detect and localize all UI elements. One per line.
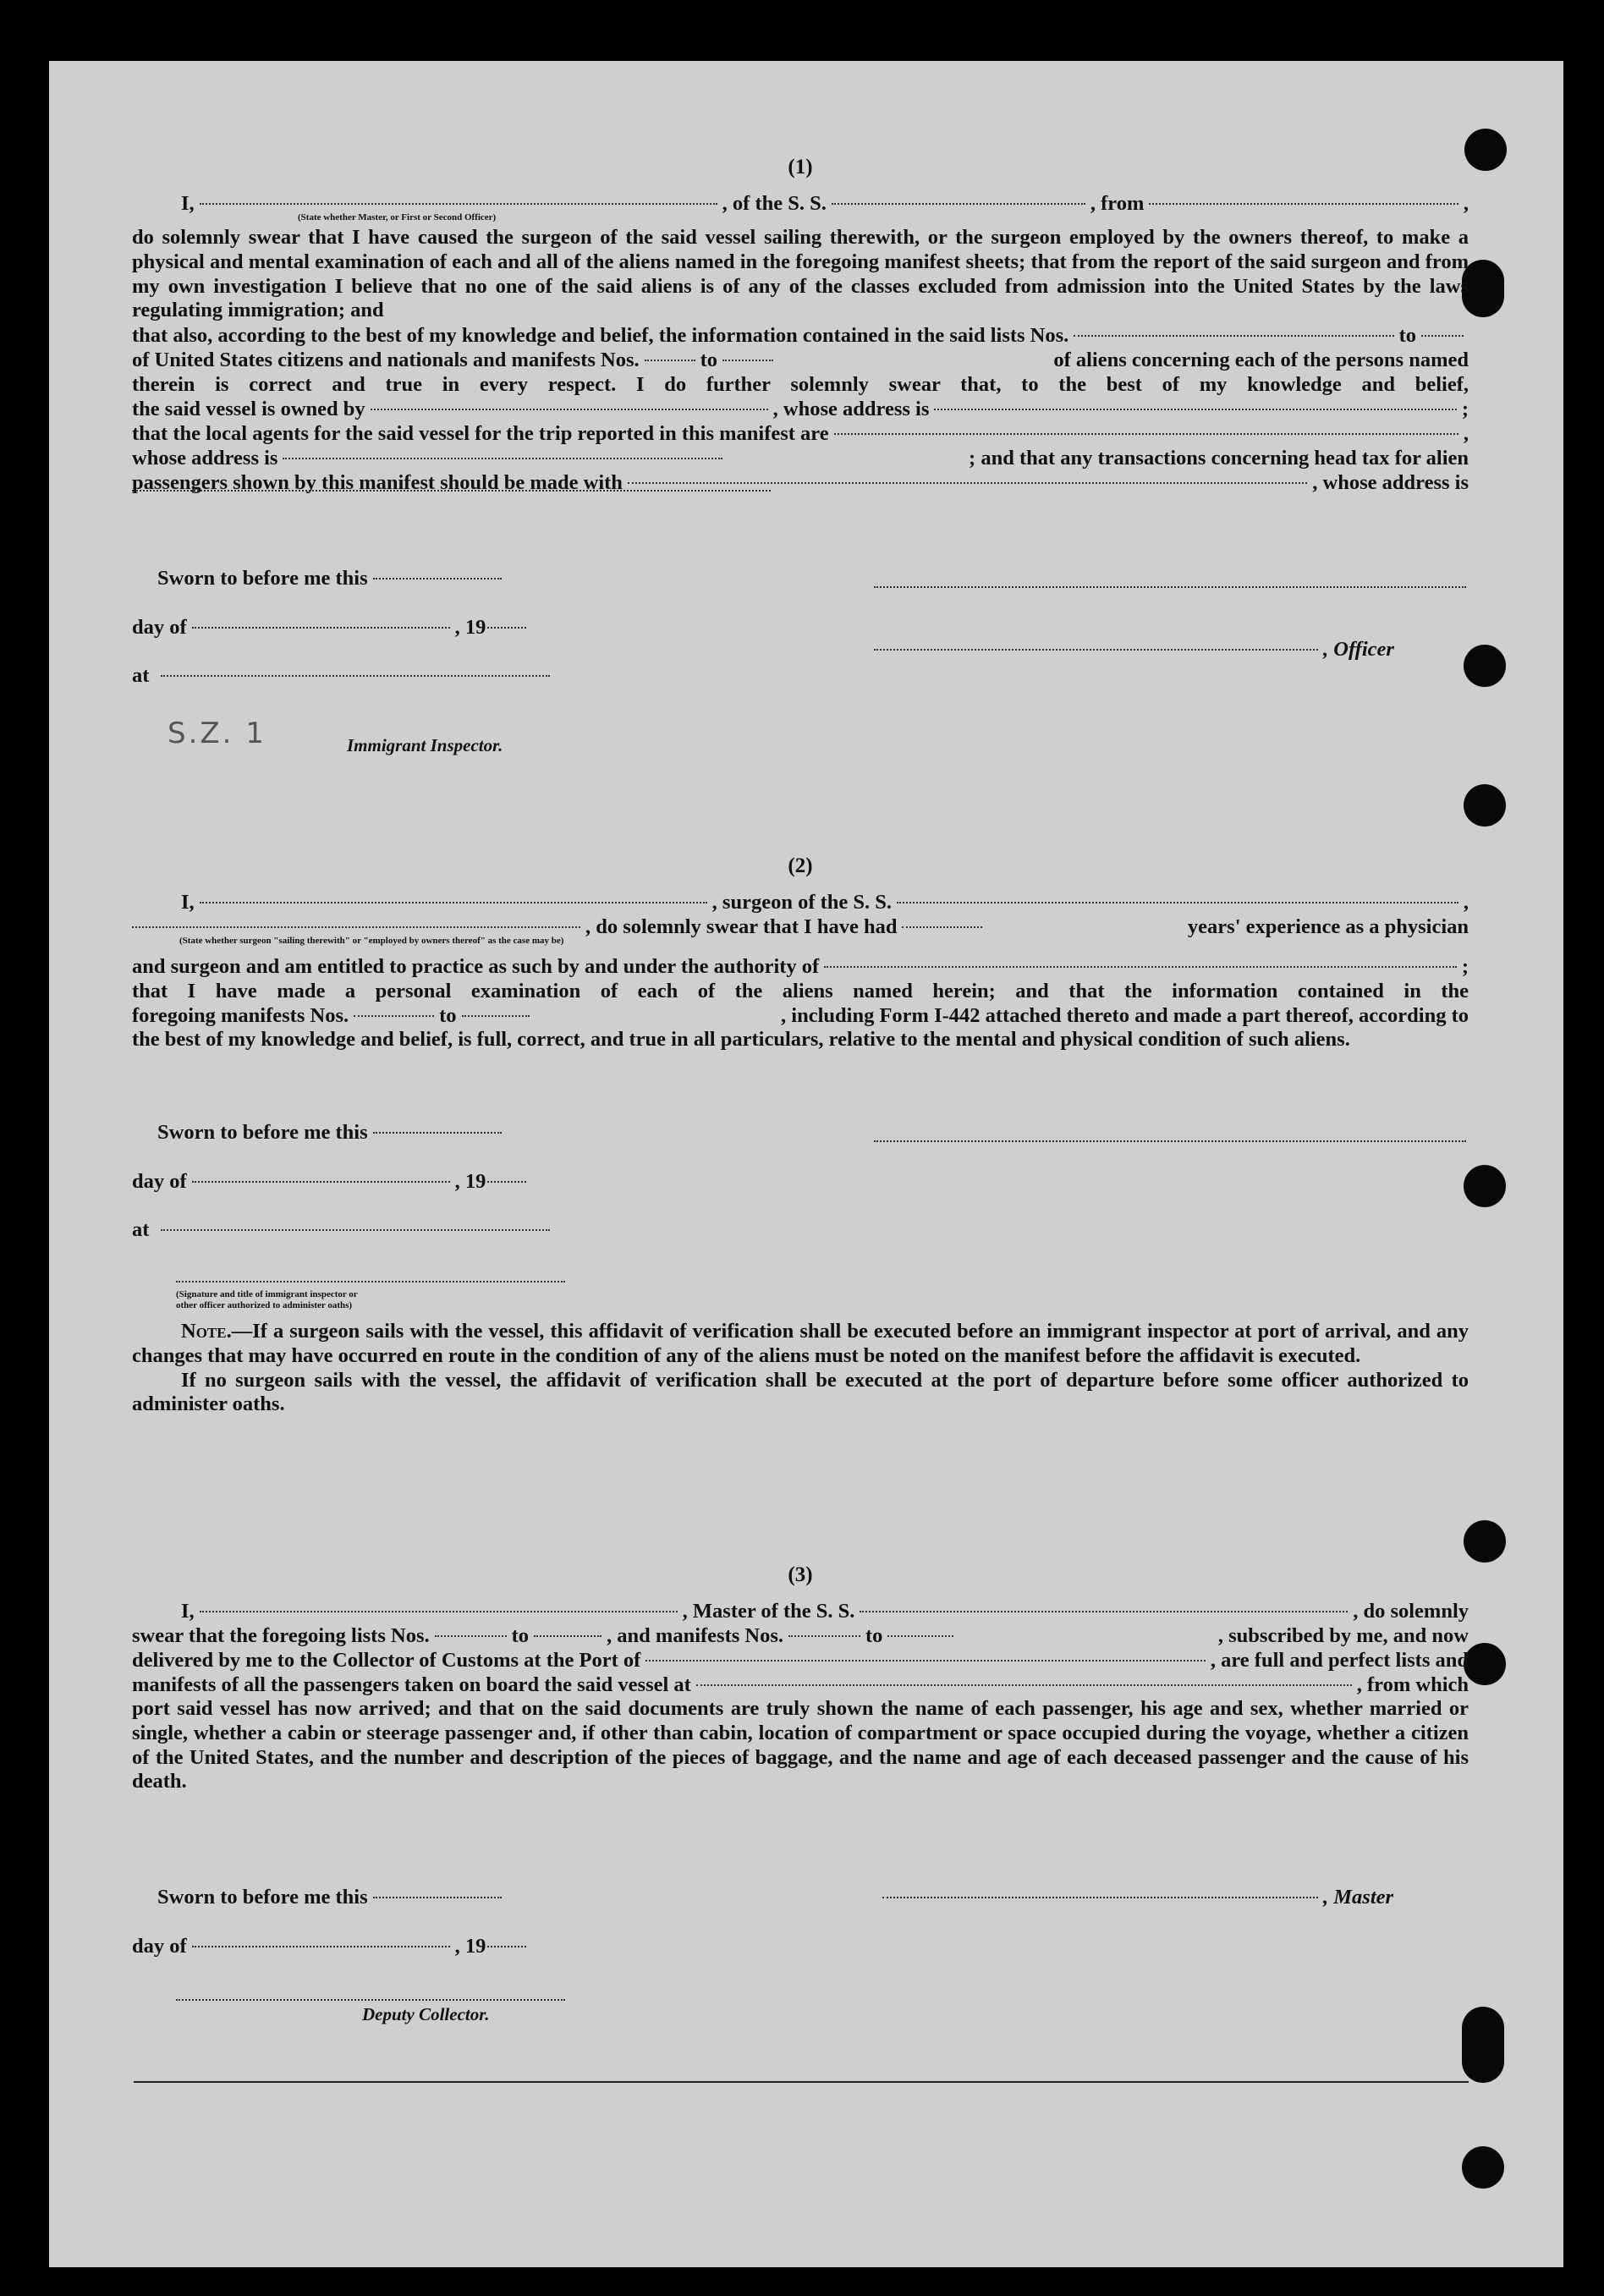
- deputy-collector-label: Deputy Collector.: [362, 2004, 490, 2024]
- head-tax-address-field[interactable]: [132, 490, 771, 492]
- owner-address-field[interactable]: [934, 409, 1456, 410]
- embarkation-port-field[interactable]: [696, 1684, 1352, 1686]
- note-paragraph-2: If no surgeon sails with the vessel, the affidavit of verification shall be executed at the port of departure before some officer authorized to administer oaths.: [132, 1368, 1469, 1416]
- sworn-line-1: Sworn to before me this: [157, 567, 507, 590]
- manifests-from-field[interactable]: [645, 360, 695, 361]
- manifests-to-field[interactable]: [462, 1015, 530, 1017]
- sworn-line-2: Sworn to before me this: [157, 1121, 507, 1145]
- year-field[interactable]: [487, 1946, 526, 1947]
- surgeon-note: (State whether surgeon "sailing therewith" or "employed by owners thereof" as the case may be): [179, 936, 564, 946]
- day-of-line-2: day of , 19: [132, 1170, 531, 1194]
- section-number: (1): [788, 156, 813, 179]
- agents-address-field[interactable]: [283, 458, 722, 459]
- inspector-signature-field[interactable]: [176, 1281, 565, 1283]
- examination-line: that I have made a personal examination of each of the aliens named herein; and that the information contained in the: [132, 980, 1469, 1002]
- manifests-line: of United States citizens and nationals and manifests Nos. to of aliens concerning each of the persons named: [132, 349, 1469, 372]
- authority-field[interactable]: [824, 966, 1457, 968]
- surgeon-line: I, , surgeon of the S. S. ,: [181, 891, 1469, 914]
- lists-line: swear that the foregoing lists Nos. to , and manifests Nos. to , subscribed by me, and now: [132, 1624, 1469, 1647]
- years-field[interactable]: [902, 926, 982, 928]
- binder-hole: [1462, 2007, 1504, 2083]
- surgeon-name-field[interactable]: [200, 902, 707, 904]
- inspector-label: Immigrant Inspector.: [347, 735, 503, 755]
- authority-line: and surgeon and am entitled to practice as such by and under the authority of ;: [132, 955, 1469, 978]
- sworn-date-field[interactable]: [373, 578, 502, 579]
- sworn-line-3: Sworn to before me this: [157, 1886, 507, 1909]
- manifests-to-field[interactable]: [887, 1635, 953, 1637]
- sworn-date-field[interactable]: [373, 1132, 502, 1134]
- vessel-name-field[interactable]: [897, 902, 1458, 904]
- deputy-signature-field[interactable]: [176, 1999, 565, 2001]
- manifests-from-field[interactable]: [788, 1635, 860, 1637]
- section-number: (3): [788, 1563, 813, 1586]
- place-field[interactable]: [161, 675, 550, 677]
- master-oath-paragraph: port said vessel has now arrived; and that on the said documents are truly shown the name of each passenger, his age and sex, whether married or single, whether a cabin or steerage passenger and, if other than cabin, location of compartment or space occupied during the voyage, whether a citizen of the United States, and the number and description of the pieces of baggage, and the name and age of each deceased passenger and the cause of his death.: [132, 1697, 1469, 1793]
- affidavit-section-2: [132, 854, 1469, 1052]
- owner-line: the said vessel is owned by , whose address is ;: [132, 398, 1469, 421]
- officer-signature-field[interactable]: [874, 586, 1466, 588]
- port-field[interactable]: [645, 1660, 1206, 1662]
- officer-note: (State whether Master, or First or Second Officer): [298, 212, 497, 222]
- master-signature-field[interactable]: [882, 1897, 1318, 1898]
- owner-field[interactable]: [371, 409, 768, 410]
- binder-hole: [1464, 1520, 1506, 1563]
- note-paragraph: Note.—If a surgeon sails with the vessel, this affidavit of verification shall be executed before an immigrant inspector at port of arrival, and any changes that may have occurred en route in the condition of any of the aliens must be noted on the manifest before the affidavit is executed.: [132, 1320, 1469, 1367]
- year-field[interactable]: [487, 1181, 526, 1183]
- manifests-to-field[interactable]: [722, 360, 773, 361]
- binder-hole: [1464, 129, 1507, 171]
- officer-name-field[interactable]: [200, 203, 717, 205]
- affidavit-section-3: [132, 1563, 1469, 1794]
- oath-paragraph: do solemnly swear that I have caused the surgeon of the said vessel sailing therewith, or the surgeon employed by the owners thereof, to make a physical and mental examination of each and all of the aliens named in the foregoing manifest sheets; that from the report of the said surgeon and from my own investigation I believe that no one of the said aliens is of any of the classes excluded from admission into the United States by the laws regulating immigration; and: [132, 226, 1469, 322]
- bottom-rule: [134, 2081, 1469, 2083]
- master-name-field[interactable]: [200, 1611, 678, 1612]
- month-field[interactable]: [192, 1946, 450, 1947]
- lists-to-field[interactable]: [534, 1635, 602, 1637]
- address-line: whose address is ; and that any transactions concerning head tax for alien: [132, 447, 1469, 470]
- note-block: [132, 1320, 1469, 1417]
- officer-title-field[interactable]: [874, 649, 1318, 651]
- lists-from-field[interactable]: [435, 1635, 507, 1637]
- day-of-line-1: day of , 19: [132, 616, 531, 640]
- section-number: (2): [788, 854, 813, 877]
- agents-field[interactable]: [834, 433, 1458, 435]
- stamp-mark: S.Z. 1: [168, 717, 266, 750]
- year-field[interactable]: [487, 627, 526, 629]
- agents-line: that the local agents for the said vessel for the trip reported in this manifest are ,: [132, 422, 1469, 446]
- head-tax-address-line: [132, 495, 1469, 519]
- head-tax-line: passengers shown by this manifest should be made with , whose address is: [132, 471, 1469, 495]
- master-line: I, , of the S. S. , from ,: [181, 192, 1469, 215]
- binder-hole: [1462, 2146, 1504, 2189]
- affidavit-section-1: [132, 156, 1469, 519]
- lists-from-field[interactable]: [1074, 335, 1393, 337]
- belief-paragraph: the best of my knowledge and belief, is full, correct, and true in all particulars, relative to the mental and physical condition of such aliens.: [132, 1028, 1350, 1051]
- place-field[interactable]: [161, 1229, 550, 1231]
- month-field[interactable]: [192, 627, 450, 629]
- manifest-affidavit-page: [49, 61, 1563, 2267]
- correct-line: therein is correct and true in every respect. I do further solemnly swear that, to the best of my knowledge and belief,: [132, 373, 1469, 397]
- binder-hole: [1464, 645, 1506, 687]
- at-line-1: at: [132, 664, 555, 688]
- month-field[interactable]: [192, 1181, 450, 1183]
- surgeon-status-field[interactable]: [132, 926, 580, 928]
- at-line-2: at: [132, 1218, 555, 1242]
- vessel-name-field[interactable]: [860, 1611, 1348, 1612]
- binder-hole: [1464, 1643, 1506, 1685]
- departure-port-field[interactable]: [1149, 203, 1458, 205]
- master-signature-line: , Master: [882, 1886, 1393, 1909]
- sworn-date-field[interactable]: [373, 1897, 502, 1898]
- vessel-name-field[interactable]: [832, 203, 1085, 205]
- head-tax-agent-field[interactable]: [628, 482, 1307, 484]
- manifests-from-field[interactable]: [354, 1015, 434, 1017]
- master-line: I, , Master of the S. S. , do solemnly: [181, 1600, 1469, 1623]
- day-of-line-3: day of , 19: [132, 1935, 531, 1958]
- foregoing-manifests-line: foregoing manifests Nos. to , including Form I-442 attached thereto and made a part thereof, according to: [132, 1004, 1469, 1027]
- experience-line: , do solemnly swear that I have had years' experience as a physician: [132, 915, 1469, 939]
- surgeon-signature-field[interactable]: [874, 1140, 1466, 1142]
- officer-line: , Officer: [874, 638, 1394, 662]
- binder-hole: [1464, 784, 1506, 827]
- port-line: delivered by me to the Collector of Customs at the Port of , are full and perfect lists and: [132, 1649, 1469, 1672]
- signature-note: (Signature and title of immigrant inspector or other officer authorized to administer oaths): [176, 1289, 358, 1310]
- lists-line: that also, according to the best of my knowledge and belief, the information contained in the said lists Nos. to: [132, 323, 1469, 348]
- binder-hole: [1464, 1165, 1506, 1207]
- embarkation-line: manifests of all the passengers taken on board the said vessel at , from which: [132, 1673, 1469, 1696]
- lists-to-field[interactable]: [1421, 335, 1464, 337]
